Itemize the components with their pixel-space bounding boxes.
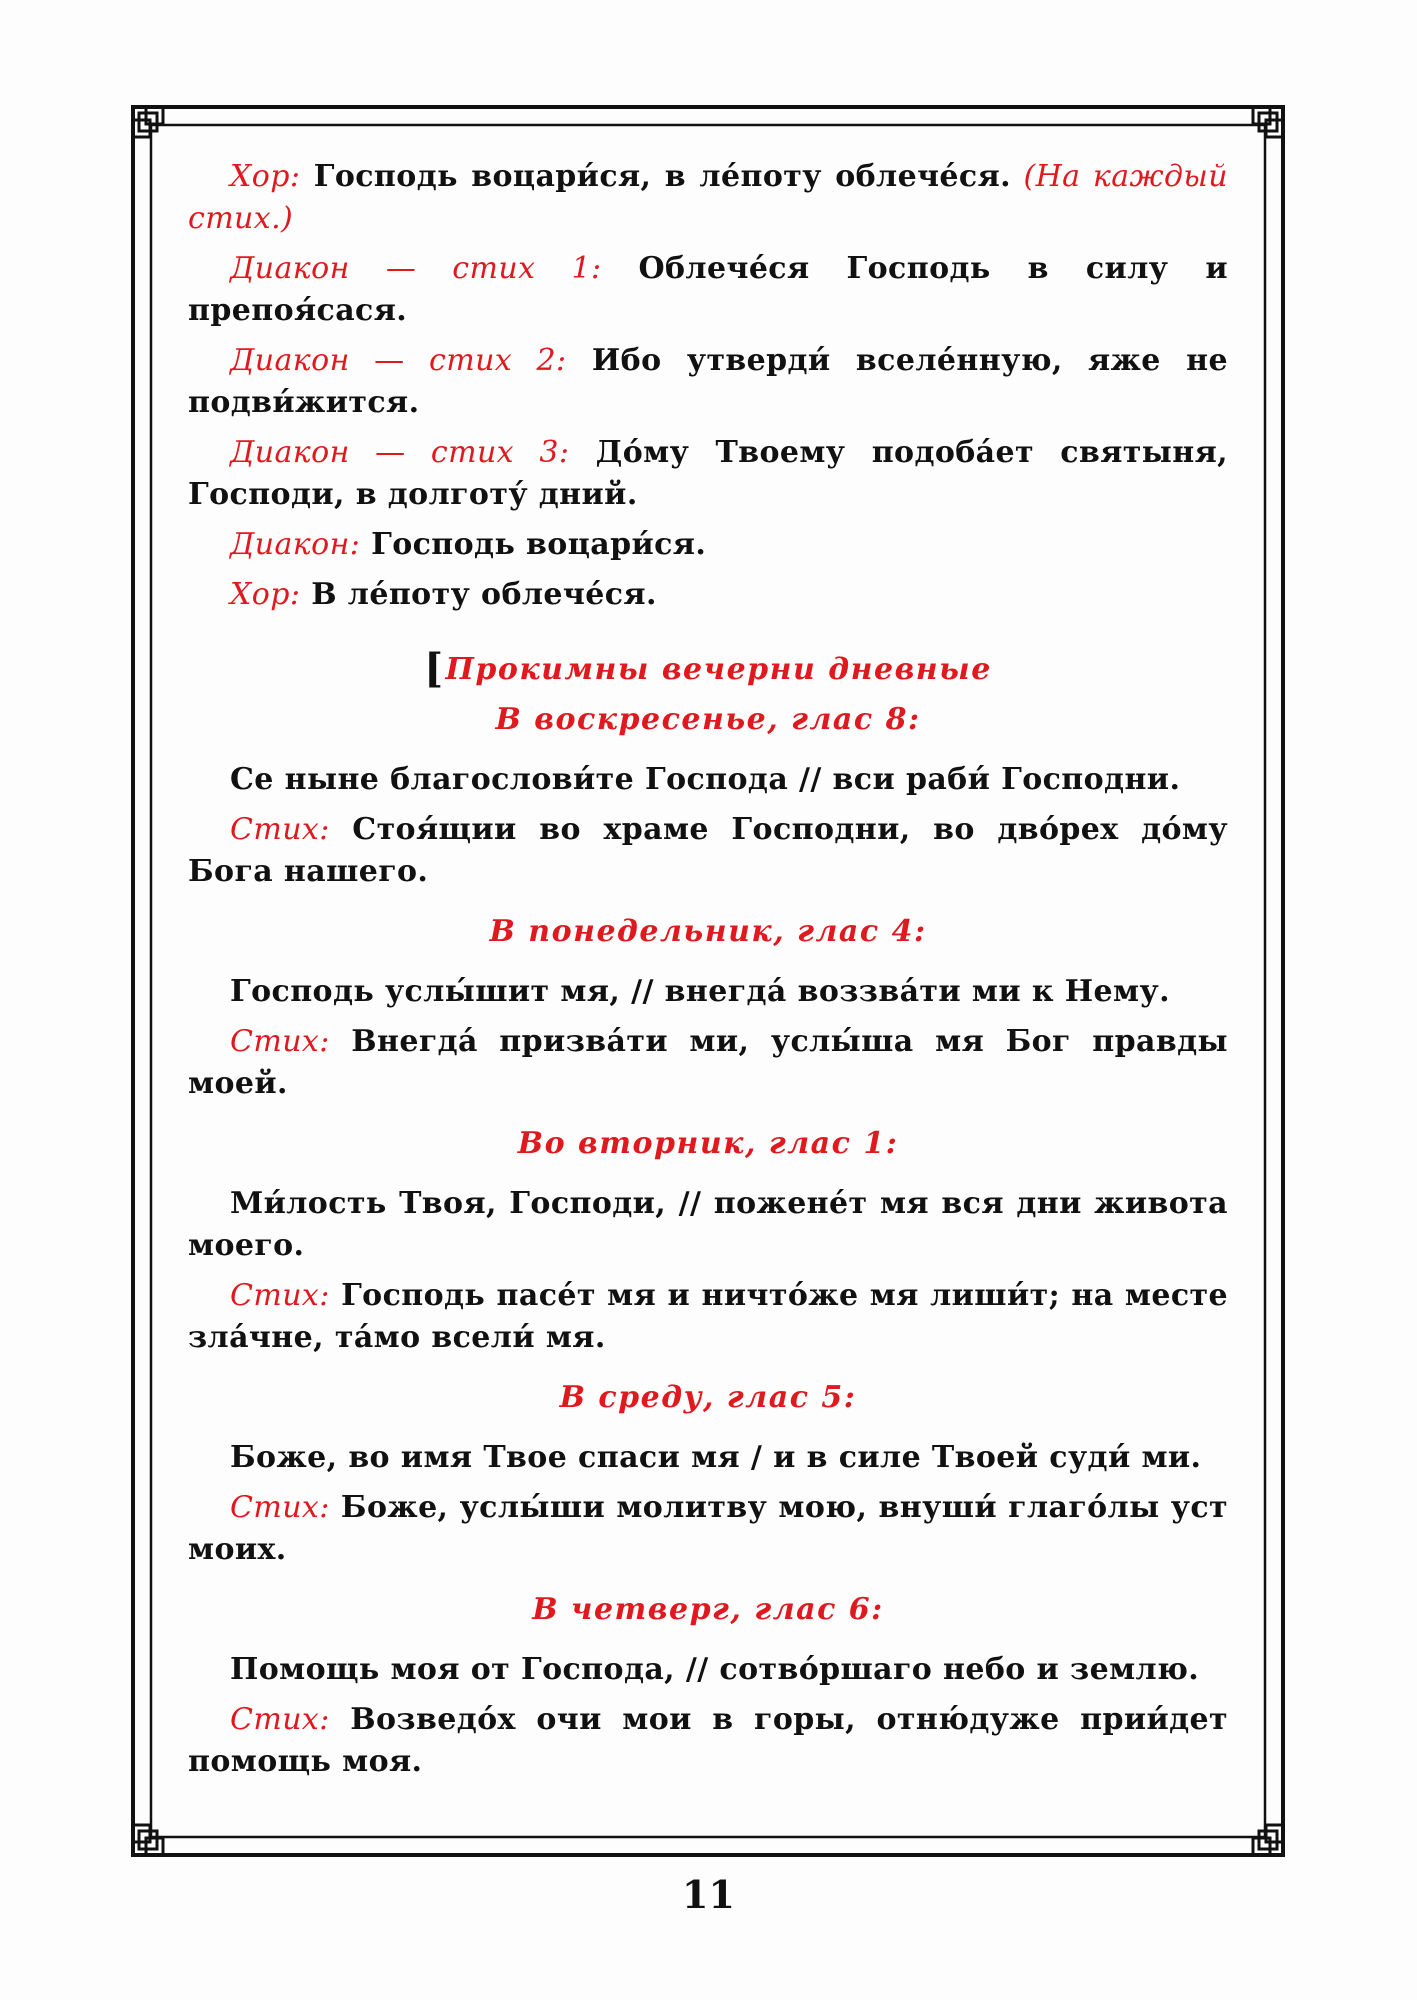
verse-text: В ле́поту облече́ся. — [300, 577, 657, 612]
stih-label: Стих: — [230, 1702, 330, 1737]
page-number: 11 — [682, 1872, 735, 1917]
verse-text: До́му Твоему подоба́ет святыня, Господи, в долготу́ дний. — [188, 435, 1228, 512]
stih-text: Боже, услы́ши молитву мою, внуши́ глаго́лы уст моих. — [188, 1490, 1228, 1567]
prokimen-text: Боже, во имя Твое спаси мя / и в силе Твоей суди́ ми. — [230, 1440, 1202, 1475]
stih-label: Стих: — [230, 1490, 330, 1525]
rubric-label: Хор: — [230, 577, 301, 612]
verse-text: Господь воцари́ся. — [360, 527, 707, 562]
intro-block — [188, 156, 1228, 616]
stih-line — [188, 1021, 1228, 1105]
day-heading: Во вторник, глас 1: — [517, 1126, 899, 1161]
stih-text: Стоя́щии во храме Господни, во дво́рех до́му Бога нашего. — [188, 812, 1228, 889]
verse-text: Облече́ся Господь в силу и препоя́сася. — [188, 251, 1228, 328]
verse-text: Господь воцари́ся, в ле́поту облече́ся. — [300, 159, 1011, 194]
stih-line — [188, 809, 1228, 893]
prokimen-text: Ми́лость Твоя, Господи, // пожене́т мя вся дни живота моего. — [188, 1186, 1228, 1263]
stih-text: Возведо́х очи мои в горы, отню́дуже прии́дет помощь моя. — [188, 1702, 1228, 1779]
intro-line-5 — [188, 574, 1228, 616]
page-content — [188, 156, 1228, 1791]
section-title — [188, 645, 1228, 692]
day-heading: В четверг, глас 6: — [532, 1592, 884, 1627]
stih-text: Внегда́ призва́ти ми, услы́ша мя Бог правды моей. — [188, 1024, 1228, 1101]
intro-line-0 — [188, 156, 1228, 240]
rubric-label: Диакон: — [230, 527, 361, 562]
intro-line-2 — [188, 340, 1228, 424]
stih-label: Стих: — [230, 1024, 330, 1059]
day-block-sunday — [188, 699, 1228, 893]
verse-text: Ибо утверди́ вселе́нную, яже не подви́жится. — [188, 343, 1228, 420]
day-heading: В среду, глас 5: — [559, 1380, 857, 1415]
stih-line — [188, 1275, 1228, 1359]
day-block-thursday — [188, 1589, 1228, 1783]
prokimen-text: Се ныне благослови́те Господа // вси раби́ Господни. — [230, 762, 1181, 797]
intro-line-1 — [188, 248, 1228, 332]
rubric-label: Диакон — стих 2: — [230, 343, 567, 378]
rubric-label: Диакон — стих 3: — [230, 435, 570, 470]
stih-line — [188, 1699, 1228, 1783]
prokimen-text: Помощь моя от Господа, // сотво́ршаго небо и землю. — [230, 1652, 1200, 1687]
stih-label: Стих: — [230, 1278, 330, 1313]
stih-label: Стих: — [230, 812, 330, 847]
section-title-text: Прокимны вечерни дневные — [445, 652, 992, 687]
day-block-wednesday — [188, 1377, 1228, 1571]
day-block-tuesday — [188, 1123, 1228, 1359]
day-block-monday — [188, 911, 1228, 1105]
open-bracket: [ — [424, 645, 444, 692]
rubric-label: Хор: — [230, 159, 301, 194]
stih-line — [188, 1487, 1228, 1571]
day-heading: В воскресенье, глас 8: — [495, 702, 921, 737]
stih-text: Господь пасе́т мя и ничто́же мя лиши́т; на месте зла́чне, та́мо всели́ мя. — [188, 1278, 1228, 1355]
rubric-label: Диакон — стих 1: — [230, 251, 602, 286]
rubric-note: (На каждый стих.) — [188, 159, 1228, 236]
intro-line-3 — [188, 432, 1228, 516]
day-heading: В понедельник, глас 4: — [489, 914, 927, 949]
prokimen-text: Господь услы́шит мя, // внегда́ воззва́ти ми к Нему. — [230, 974, 1170, 1009]
intro-line-4 — [188, 524, 1228, 566]
